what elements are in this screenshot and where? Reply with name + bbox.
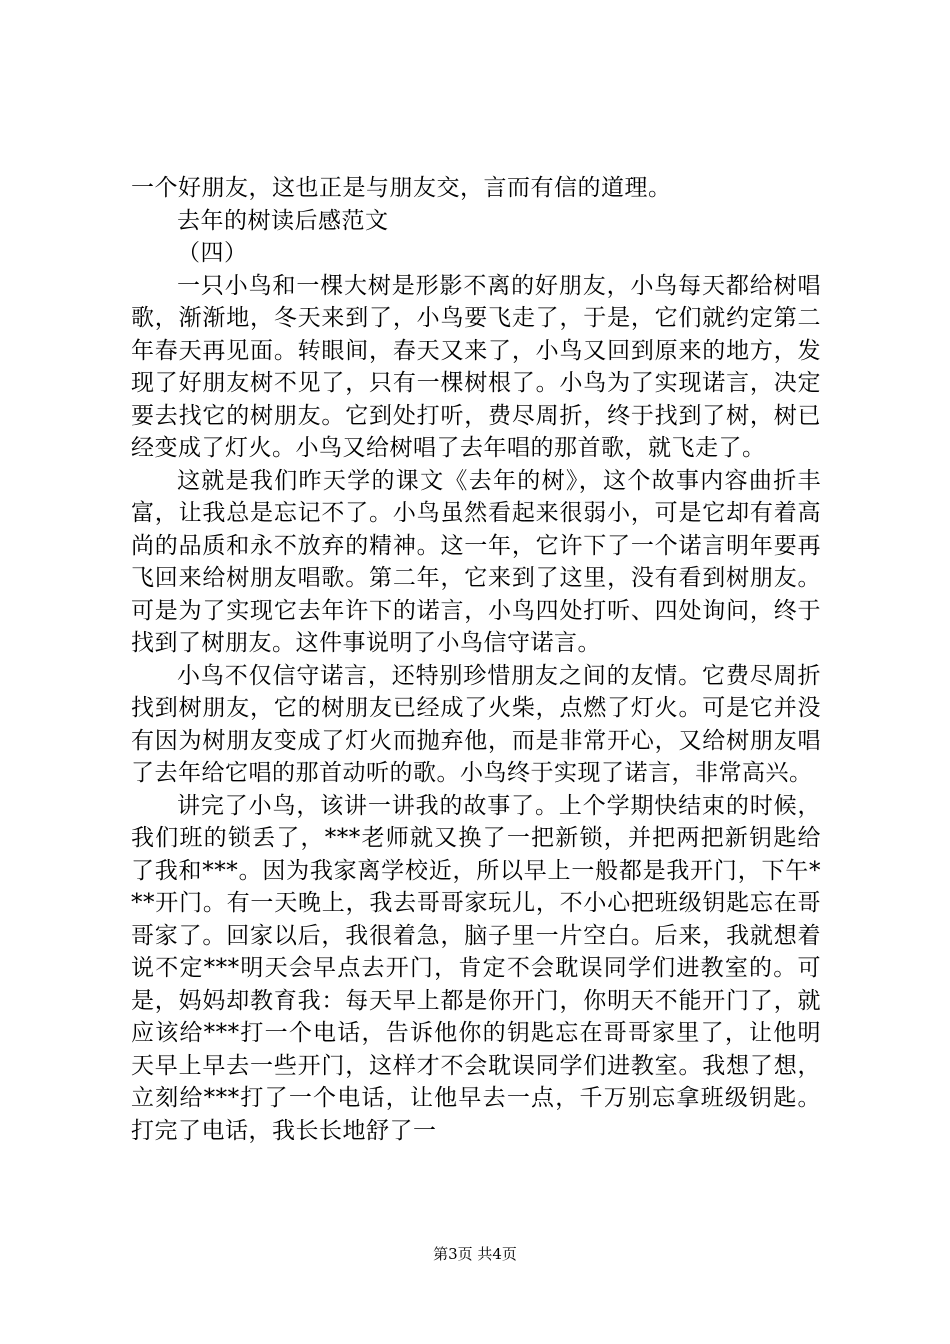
section-number: （四）	[177, 240, 248, 266]
paragraph: 这就是我们昨天学的课文《去年的树》，这个故事内容曲折丰富，让我总是忘记不了。小鸟虽然看起来很弱小，可是它却有着高尚的品质和永不放弃的精神。这一年，它许下了一个诺言明年要再飞回来给树朋友唱歌。第二年，它来到了这里，没有看到树朋友。可是为了实现它去年许下的诺言，小鸟四处打听、四处询问，终于找到了树朋友。这件事说明了小鸟信守诺言。	[131, 467, 821, 656]
essay-title: 去年的树读后感范文	[177, 207, 389, 234]
paragraph: 讲完了小鸟，该讲一讲我的故事了。上个学期快结束的时候，我们班的锁丢了，***老师就又换了一把新锁，并把两把新钥匙给了我和***。因为我家离学校近，所以早上一般都是我开门，下午***开门。有一天晚上，我去哥哥家玩儿，不小心把班级钥匙忘在哥哥家了。回家以后，我很着急，脑子里一片空白。后来，我就想着说不定***明天会早点去开门，肯定不会耽误同学们进教室的。可是，妈妈却教育我：每天早上都是你开门，你明天不能开门了，就应该给***打一个电话，告诉他你的钥匙忘在哥哥家里了，让他明天早上早去一些开门，这样才不会耽误同学们进教室。我想了想，立刻给***打了一个电话，让他早去一点，千万别忘拿班级钥匙。打完了电话，我长长地舒了一	[131, 792, 821, 1144]
paragraph-continuation: 一个好朋友，这也正是与朋友交，言而有信的道理。	[131, 175, 672, 201]
paragraph: 小鸟不仅信守诺言，还特别珍惜朋友之间的友情。它费尽周折找到树朋友，它的树朋友已经成了火柴，点燃了灯火。可是它并没有因为树朋友变成了灯火而抛弃他，而是非常开心，又给树朋友唱了去年给它唱的那首动听的歌。小鸟终于实现了诺言，非常高兴。	[131, 662, 821, 786]
paragraph: 一只小鸟和一棵大树是形影不离的好朋友，小鸟每天都给树唱歌，渐渐地，冬天来到了，小鸟要飞走了，于是，它们就约定第二年春天再见面。转眼间，春天又来了，小鸟又回到原来的地方，发现了好朋友树不见了，只有一棵树根了。小鸟为了实现诺言，决定要去找它的树朋友。它到处打听，费尽周折，终于找到了树，树已经变成了灯火。小鸟又给树唱了去年唱的那首歌，就飞走了。	[131, 272, 821, 461]
document-body	[131, 172, 821, 1147]
page-footer: 第3页 共4页	[433, 1245, 517, 1263]
